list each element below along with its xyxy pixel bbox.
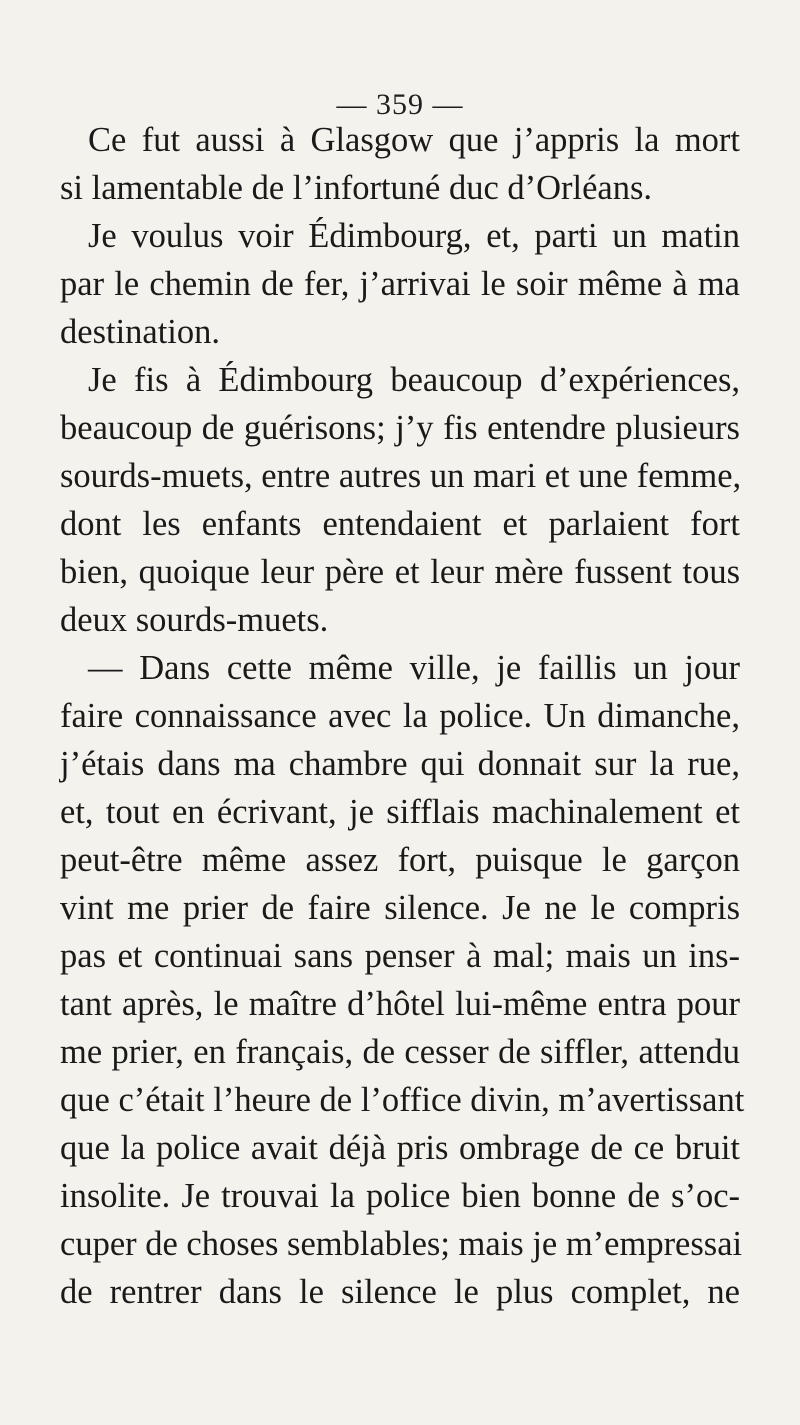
text-line: si lamentable de l’infortuné duc d’Orléans. [60,169,653,207]
text-line: peut-être même assez fort, puisque le garçon [60,841,740,879]
text-line: me prier, en français, de cesser de siffler, attendu [60,1033,740,1071]
text-line: destination. [60,313,221,351]
text-line: que la police avait déjà pris ombrage de ce bruit [60,1129,740,1167]
page-number-header: — 359 — [336,88,464,121]
text-line: faire connaissance avec la police. Un dimanche, [60,697,740,735]
text-line: cuper de choses semblables; mais je m’empressai [60,1225,743,1263]
text-line: j’étais dans ma chambre qui donnait sur la rue, [60,745,740,783]
text-line: et, tout en écrivant, je sifflais machinalement et [60,793,740,831]
text-line: vint me prier de faire silence. Je ne le compris [60,889,740,927]
text-line: Je voulus voir Édimbourg, et, parti un matin [88,217,740,255]
text-line: insolite. Je trouvai la police bien bonne de s’oc- [60,1177,740,1215]
text-line: deux sourds-muets. [60,601,329,639]
text-line: tant après, le maître d’hôtel lui-même entra pour [60,985,740,1023]
text-line: sourds-muets, entre autres un mari et une femme, [60,457,742,495]
text-line: par le chemin de fer, j’arrivai le soir même à ma [60,265,740,303]
text-line: beaucoup de guérisons; j’y fis entendre plusieurs [60,409,740,447]
text-line: — Dans cette même ville, je faillis un jour [88,649,740,687]
text-line: que c’était l’heure de l’office divin, m’avertissant [60,1081,745,1119]
text-line: bien, quoique leur père et leur mère fussent tous [60,553,740,591]
text-line: pas et continuai sans penser à mal; mais un ins- [60,937,740,975]
text-line: Ce fut aussi à Glasgow que j’appris la mort [88,121,740,159]
text-line: de rentrer dans le silence le plus complet, ne [60,1273,740,1311]
text-line: dont les enfants entendaient et parlaient fort [60,505,740,543]
body-text [60,116,745,1316]
text-line: Je fis à Édimbourg beaucoup d’expériences, [88,361,740,399]
